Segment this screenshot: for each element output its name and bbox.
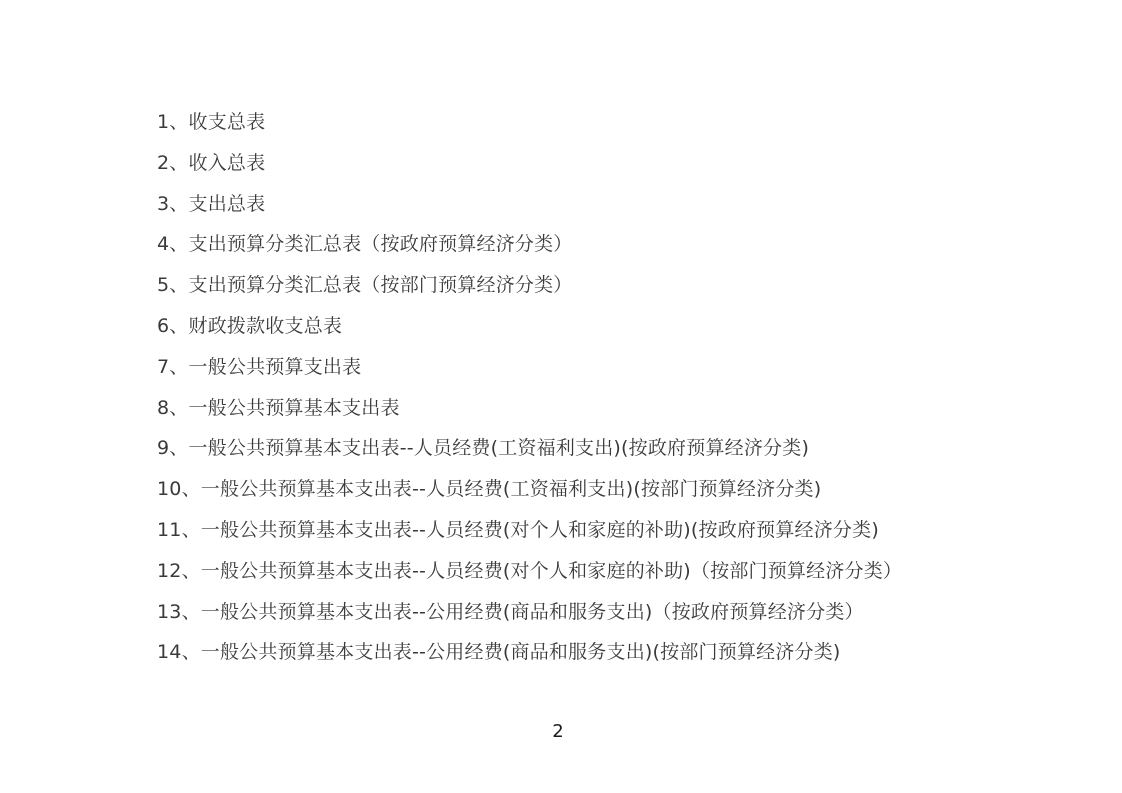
- toc-item: 14、一般公共预算基本支出表--公用经费(商品和服务支出)(按部门预算经济分类): [157, 641, 841, 664]
- toc-item: 2、收入总表: [157, 151, 266, 174]
- toc-item: 11、一般公共预算基本支出表--人员经费(对个人和家庭的补助)(按政府预算经济分类): [157, 518, 879, 541]
- table-of-contents: [157, 102, 902, 673]
- toc-item: 12、一般公共预算基本支出表--人员经费(对个人和家庭的补助)（按部门预算经济分类）: [157, 559, 903, 582]
- toc-item: 5、支出预算分类汇总表（按部门预算经济分类）: [157, 274, 573, 297]
- toc-item: 8、一般公共预算基本支出表: [157, 396, 400, 419]
- toc-item: 4、支出预算分类汇总表（按政府预算经济分类）: [157, 233, 573, 256]
- toc-item: 1、收支总表: [157, 111, 266, 133]
- toc-item: 6、财政拨款收支总表: [157, 314, 343, 337]
- toc-item: 9、一般公共预算基本支出表--人员经费(工资福利支出)(按政府预算经济分类): [157, 437, 810, 460]
- toc-item: 3、支出总表: [157, 192, 266, 215]
- page-number: 2: [552, 721, 564, 742]
- toc-item: 10、一般公共预算基本支出表--人员经费(工资福利支出)(按部门预算经济分类): [157, 478, 822, 501]
- toc-item: 13、一般公共预算基本支出表--公用经费(商品和服务支出)（按政府预算经济分类）: [157, 600, 864, 623]
- toc-item: 7、一般公共预算支出表: [157, 355, 362, 378]
